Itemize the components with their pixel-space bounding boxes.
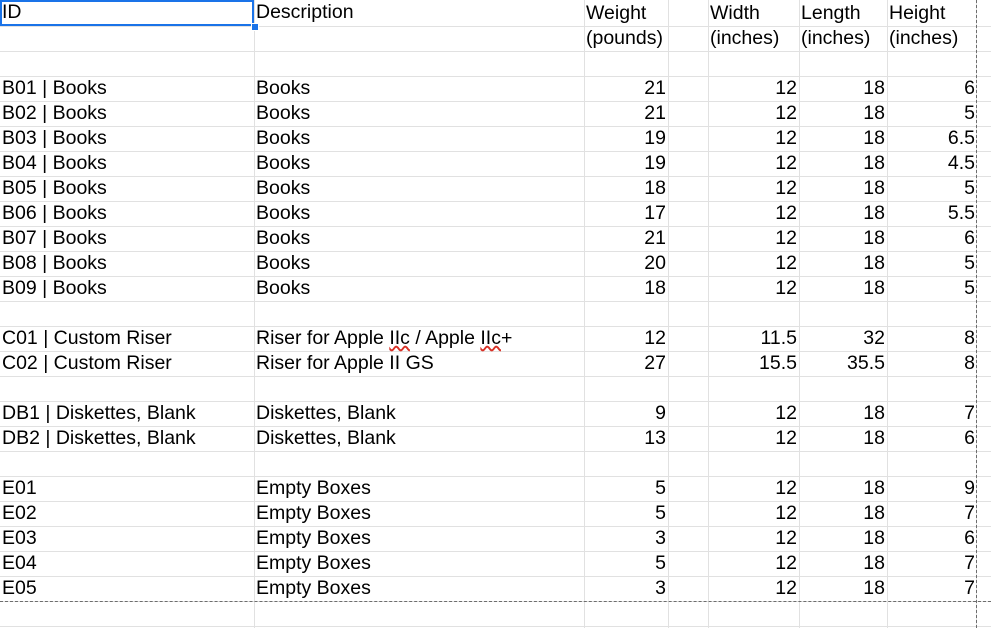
header-width-line2[interactable] xyxy=(708,26,799,51)
cell-height[interactable]: 8 xyxy=(964,327,975,349)
cell-height[interactable]: 6.5 xyxy=(947,127,975,149)
cell-height[interactable]: 7 xyxy=(964,402,975,424)
cell-length[interactable]: 18 xyxy=(863,277,885,299)
cell-weight[interactable]: 13 xyxy=(644,427,666,449)
cell-width[interactable] xyxy=(708,376,799,401)
cell-width[interactable]: 12 xyxy=(775,577,797,599)
cell-length[interactable]: 18 xyxy=(863,502,885,524)
cell-length[interactable]: 18 xyxy=(863,552,885,574)
cell-width[interactable]: 12 xyxy=(775,202,797,224)
cell-length[interactable]: 18 xyxy=(863,202,885,224)
cell-height[interactable]: 6 xyxy=(964,427,975,449)
spellcheck-flag: IIc xyxy=(480,327,501,349)
cell-length[interactable]: 18 xyxy=(863,527,885,549)
cell-length[interactable]: 18 xyxy=(863,427,885,449)
cell-weight[interactable]: 21 xyxy=(644,77,666,99)
cell-length[interactable]: 18 xyxy=(863,102,885,124)
cell-height[interactable]: 7 xyxy=(964,577,975,599)
header-id-label: ID xyxy=(2,1,22,23)
cell-length[interactable]: 18 xyxy=(863,577,885,599)
cell-width[interactable]: 12 xyxy=(775,77,797,99)
cell-length[interactable]: 18 xyxy=(863,177,885,199)
cell-id[interactable]: DB2 | Diskettes, Blank xyxy=(2,427,196,449)
spellcheck-flag: IIc xyxy=(389,327,410,349)
cell-description[interactable]: Books xyxy=(256,127,311,149)
cell-height[interactable]: 5 xyxy=(964,102,975,124)
cell-description[interactable]: Empty Boxes xyxy=(256,527,371,549)
header-length-line1[interactable] xyxy=(799,1,887,26)
fill-handle[interactable] xyxy=(251,23,259,31)
cell-id[interactable]: E02 xyxy=(2,502,37,524)
header-length-unit: (inches) xyxy=(801,27,871,49)
cell-description[interactable] xyxy=(254,451,584,476)
cell-id[interactable]: E03 xyxy=(2,527,37,549)
cell-weight[interactable]: 5 xyxy=(655,477,666,499)
cell-description[interactable] xyxy=(254,301,584,326)
cell-description[interactable]: Books xyxy=(256,202,311,224)
grid-row-line xyxy=(0,626,991,627)
cell-weight[interactable] xyxy=(584,301,668,326)
cell-height[interactable]: 6 xyxy=(964,527,975,549)
cell-height[interactable] xyxy=(887,376,977,401)
cell-height[interactable]: 6 xyxy=(964,77,975,99)
cell-height[interactable]: 5 xyxy=(964,277,975,299)
cell-height[interactable]: 7 xyxy=(964,502,975,524)
cell-id[interactable]: DB1 | Diskettes, Blank xyxy=(2,402,196,424)
cell-width[interactable]: 12 xyxy=(775,227,797,249)
cell-height[interactable]: 4.5 xyxy=(947,152,975,174)
grid-row-line xyxy=(0,51,991,52)
cell-id[interactable]: E04 xyxy=(2,552,37,574)
cell-description[interactable]: Books xyxy=(256,102,311,124)
cell-weight[interactable]: 19 xyxy=(644,127,666,149)
cell-weight[interactable]: 21 xyxy=(644,227,666,249)
cell-width[interactable] xyxy=(708,301,799,326)
cell-weight[interactable]: 18 xyxy=(644,277,666,299)
cell-weight[interactable]: 27 xyxy=(644,352,666,374)
cell-id[interactable]: B06 | Books xyxy=(2,202,107,224)
cell-width[interactable]: 12 xyxy=(775,177,797,199)
cell-width[interactable]: 12 xyxy=(775,402,797,424)
cell-height[interactable]: 5 xyxy=(964,252,975,274)
cell-id[interactable]: B01 | Books xyxy=(2,77,107,99)
cell-id[interactable]: C01 | Custom Riser xyxy=(2,327,172,349)
cell-weight[interactable]: 19 xyxy=(644,152,666,174)
cell-id[interactable]: B08 | Books xyxy=(2,252,107,274)
cell-weight[interactable] xyxy=(584,376,668,401)
cell-id[interactable] xyxy=(0,301,254,326)
header-width-label: Width xyxy=(710,2,760,24)
cell-description[interactable]: Riser for Apple II GS xyxy=(256,352,434,374)
cell-description[interactable]: Empty Boxes xyxy=(256,552,371,574)
cell-id[interactable]: B04 | Books xyxy=(2,152,107,174)
cell-length[interactable]: 18 xyxy=(863,152,885,174)
cell-width[interactable] xyxy=(708,451,799,476)
cell-description[interactable]: Books xyxy=(256,227,311,249)
cell-description[interactable]: Diskettes, Blank xyxy=(256,427,396,449)
cell-height[interactable] xyxy=(887,451,977,476)
cell-weight[interactable]: 20 xyxy=(644,252,666,274)
cell-width[interactable]: 12 xyxy=(775,102,797,124)
cell-height[interactable]: 6 xyxy=(964,227,975,249)
cell-id[interactable]: B05 | Books xyxy=(2,177,107,199)
cell-id[interactable]: E01 xyxy=(2,477,37,499)
cell-weight[interactable]: 18 xyxy=(644,177,666,199)
cell-weight[interactable]: 17 xyxy=(644,202,666,224)
header-length-line2[interactable] xyxy=(799,26,887,51)
cell-description[interactable] xyxy=(254,376,584,401)
header-weight-unit: (pounds) xyxy=(586,27,663,49)
header-description-label: Description xyxy=(256,1,354,23)
cell-width[interactable]: 12 xyxy=(775,127,797,149)
header-description[interactable] xyxy=(254,0,584,25)
cell-id[interactable]: E05 xyxy=(2,577,37,599)
cell-width[interactable]: 12 xyxy=(775,552,797,574)
cell-description[interactable]: Books xyxy=(256,77,311,99)
cell-id[interactable]: C02 | Custom Riser xyxy=(2,352,172,374)
cell-id[interactable]: B07 | Books xyxy=(2,227,107,249)
header-length-label: Length xyxy=(801,2,861,24)
header-weight-label: Weight xyxy=(586,2,647,24)
cell-weight[interactable]: 3 xyxy=(655,527,666,549)
cell-length[interactable]: 18 xyxy=(863,127,885,149)
cell-description[interactable]: Books xyxy=(256,277,311,299)
header-width-line1[interactable] xyxy=(708,1,799,26)
cell-weight[interactable]: 9 xyxy=(655,402,666,424)
cell-weight[interactable]: 12 xyxy=(644,327,666,349)
cell-width[interactable]: 11.5 xyxy=(760,327,797,349)
cell-weight[interactable] xyxy=(584,451,668,476)
page-break-vertical xyxy=(976,0,977,628)
cell-height[interactable]: 8 xyxy=(964,352,975,374)
header-height-line2[interactable] xyxy=(887,26,977,51)
cell-length[interactable] xyxy=(799,376,887,401)
cell-id[interactable]: B09 | Books xyxy=(2,277,107,299)
header-weight-line2[interactable] xyxy=(584,26,668,51)
cell-description[interactable]: Empty Boxes xyxy=(256,577,371,599)
cell-width[interactable]: 12 xyxy=(775,477,797,499)
cell-height[interactable]: 5 xyxy=(964,177,975,199)
cell-weight[interactable]: 5 xyxy=(655,502,666,524)
cell-height[interactable]: 5.5 xyxy=(947,202,975,224)
cell-width[interactable]: 15.5 xyxy=(759,352,797,374)
page-break-horizontal xyxy=(0,601,991,602)
cell-description[interactable]: Diskettes, Blank xyxy=(256,402,396,424)
cell-length[interactable]: 18 xyxy=(863,402,885,424)
cell-id[interactable] xyxy=(0,451,254,476)
header-height-line1[interactable] xyxy=(887,1,977,26)
cell-description[interactable]: Books xyxy=(256,252,311,274)
cell-width[interactable]: 12 xyxy=(775,277,797,299)
cell-length[interactable] xyxy=(799,301,887,326)
cell-width[interactable]: 12 xyxy=(775,527,797,549)
cell-length[interactable]: 18 xyxy=(863,252,885,274)
cell-description[interactable]: Riser for Apple IIc / Apple IIc+ xyxy=(256,327,513,349)
cell-description[interactable]: Books xyxy=(256,152,311,174)
active-cell-selection[interactable] xyxy=(0,0,254,26)
header-weight-line1[interactable] xyxy=(584,1,668,26)
cell-length[interactable] xyxy=(799,451,887,476)
grid-column-line xyxy=(668,0,669,628)
cell-height[interactable]: 9 xyxy=(964,477,975,499)
cell-height[interactable] xyxy=(887,301,977,326)
cell-width[interactable]: 12 xyxy=(775,427,797,449)
cell-length[interactable]: 18 xyxy=(863,77,885,99)
header-width-unit: (inches) xyxy=(710,27,780,49)
cell-width[interactable]: 12 xyxy=(775,152,797,174)
cell-description[interactable]: Books xyxy=(256,177,311,199)
header-height-unit: (inches) xyxy=(889,27,959,49)
cell-weight[interactable]: 5 xyxy=(655,552,666,574)
cell-id[interactable]: B03 | Books xyxy=(2,127,107,149)
header-height-label: Height xyxy=(889,2,946,24)
cell-description[interactable]: Empty Boxes xyxy=(256,502,371,524)
cell-width[interactable]: 12 xyxy=(775,502,797,524)
cell-height[interactable]: 7 xyxy=(964,552,975,574)
cell-id[interactable]: B02 | Books xyxy=(2,102,107,124)
cell-length[interactable]: 32 xyxy=(863,327,885,349)
cell-length[interactable]: 18 xyxy=(863,477,885,499)
cell-length[interactable]: 35.5 xyxy=(847,352,885,374)
cell-weight[interactable]: 3 xyxy=(655,577,666,599)
cell-length[interactable]: 18 xyxy=(863,227,885,249)
cell-description[interactable]: Empty Boxes xyxy=(256,477,371,499)
cell-width[interactable]: 12 xyxy=(775,252,797,274)
cell-weight[interactable]: 21 xyxy=(644,102,666,124)
cell-id[interactable] xyxy=(0,376,254,401)
